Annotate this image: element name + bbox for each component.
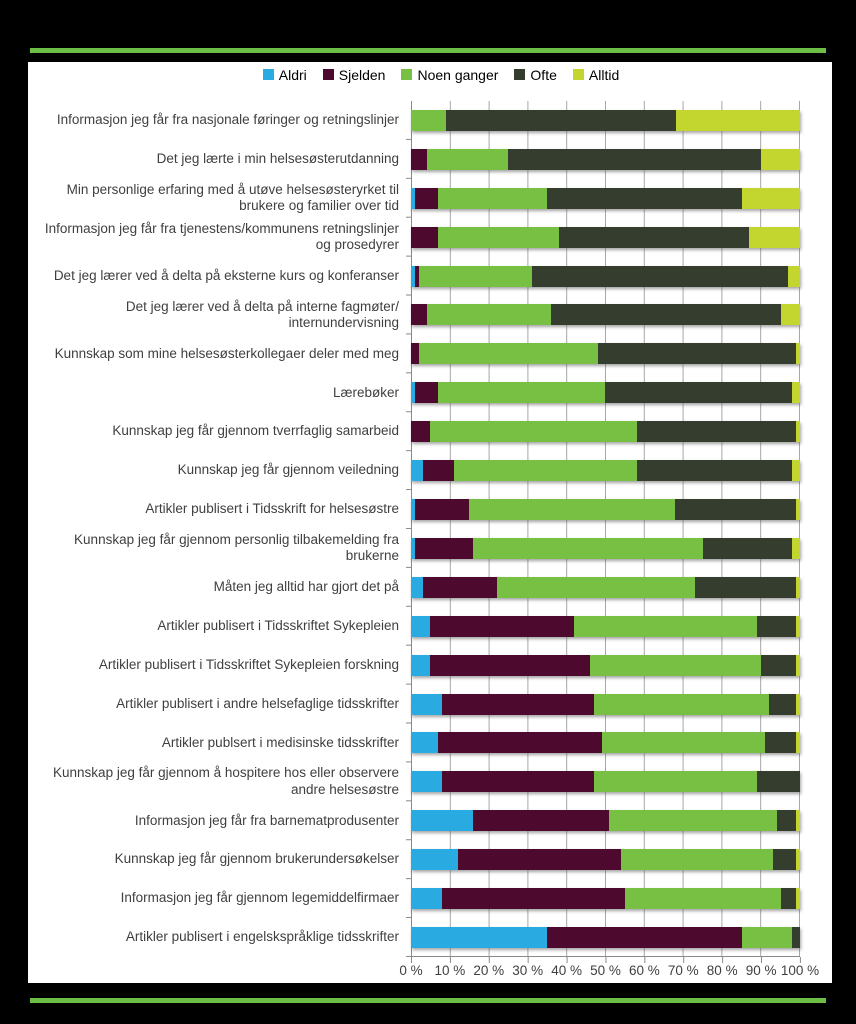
bar-row (411, 879, 800, 918)
bar-row (411, 646, 800, 685)
stacked-bar (411, 849, 800, 870)
bar-segment-alltid (742, 188, 800, 209)
bar-row (411, 218, 800, 257)
category-label: Måten jeg alltid har gjort det på (213, 579, 399, 595)
legend (28, 67, 832, 83)
bar-row (411, 179, 800, 218)
bar-row (411, 296, 800, 335)
stacked-bar (411, 421, 800, 442)
category-label: Kunnskap som mine helsesøsterkollegaer deler med meg (54, 345, 399, 361)
bar-segment-alltid (792, 538, 800, 559)
category-label: Artikler publsert i medisinske tidsskrifter (161, 734, 399, 750)
bar-segment-ofte (637, 460, 793, 481)
x-axis-labels (399, 963, 820, 981)
bar-segment-ofte (559, 227, 750, 248)
bar-segment-sjelden (430, 616, 574, 637)
stacked-bar (411, 382, 800, 403)
bar-segment-noen-ganger (454, 460, 637, 481)
legend-label: Alltid (588, 67, 620, 83)
bar-segment-ofte (757, 616, 796, 637)
bar-segment-ofte (532, 266, 789, 287)
top-accent-rule (30, 48, 826, 53)
x-axis-tick-label: 20 % (473, 963, 505, 978)
bar-segment-noen-ganger (594, 771, 757, 792)
bar-segment-alltid (792, 382, 800, 403)
bar-row (411, 334, 800, 373)
stacked-bar (411, 266, 800, 287)
bar-segment-noen-ganger (430, 421, 636, 442)
bar-segment-alltid (796, 810, 800, 831)
bar-segment-sjelden (411, 421, 430, 442)
category-label: Kunnskap jeg får gjennom veiledning (177, 462, 399, 478)
bar-segment-sjelden (423, 460, 454, 481)
bar-segment-ofte (773, 849, 796, 870)
bar-segment-aldri (411, 655, 430, 676)
bar-segment-noen-ganger (411, 110, 446, 131)
bar-segment-aldri (411, 616, 430, 637)
stacked-bar (411, 343, 800, 364)
bar-row (411, 762, 800, 801)
stacked-bar (411, 927, 800, 948)
bar-segment-alltid (796, 616, 800, 637)
bar-segment-ofte (605, 382, 792, 403)
bar-segment-sjelden (415, 499, 469, 520)
bar-segment-ofte (695, 577, 796, 598)
x-axis-tick-label: 60 % (629, 963, 660, 978)
bar-segment-noen-ganger (742, 927, 793, 948)
legend-swatch-icon (573, 69, 584, 80)
bar-segment-alltid (788, 266, 800, 287)
category-label: Artikler publisert i Tidsskriftet Sykepleien (157, 618, 399, 633)
bar-row (411, 490, 800, 529)
legend-item (401, 67, 498, 83)
x-axis-tick-label: 70 % (667, 963, 699, 978)
x-axis-tick-label: 90 % (745, 963, 777, 978)
category-label: Det jeg lærer ved å delta på interne fagmøter/ internundervisning (125, 298, 399, 330)
stacked-bar (411, 732, 800, 753)
legend-swatch-icon (514, 69, 525, 80)
bar-segment-noen-ganger (602, 732, 765, 753)
bar-segment-noen-ganger (419, 343, 598, 364)
legend-label: Aldri (278, 67, 307, 83)
bar-segment-sjelden (438, 732, 601, 753)
legend-item (573, 67, 619, 83)
stacked-bar (411, 499, 800, 520)
bar-segment-aldri (411, 849, 458, 870)
bar-segment-ofte (551, 304, 781, 325)
x-axis-tick-label: 30 % (512, 963, 544, 978)
category-label: Lærebøker (332, 384, 399, 400)
bar-segment-alltid (792, 460, 800, 481)
bar-segment-ofte (675, 499, 796, 520)
x-axis-tick-label: 80 % (706, 963, 738, 978)
bar-segment-sjelden (423, 577, 497, 598)
bar-row (411, 140, 800, 179)
bar-segment-alltid (796, 888, 800, 909)
bar-row (411, 373, 800, 412)
stacked-bar (411, 616, 800, 637)
category-label: Kunnskap jeg får gjennom tverrfaglig samarbeid (112, 423, 399, 439)
bar-segment-noen-ganger (419, 266, 532, 287)
stacked-bar (411, 538, 800, 559)
stacked-bar (411, 694, 800, 715)
bar-segment-aldri (411, 577, 423, 598)
legend-swatch-icon (401, 69, 412, 80)
bar-row (411, 607, 800, 646)
bar-row (411, 685, 800, 724)
bar-segment-alltid (781, 304, 800, 325)
bar-segment-aldri (411, 810, 473, 831)
bar-segment-noen-ganger (438, 382, 605, 403)
category-label: Informasjon jeg får fra barnematprodusenter (134, 812, 399, 828)
bar-row (411, 918, 800, 957)
bar-row (411, 257, 800, 296)
stacked-bar (411, 810, 800, 831)
bar-row (411, 101, 800, 140)
bar-segment-aldri (411, 694, 442, 715)
x-axis-tick-label: 40 % (551, 963, 582, 978)
legend-item (514, 67, 556, 83)
bar-segment-ofte (757, 771, 800, 792)
bar-segment-sjelden (415, 382, 438, 403)
stacked-bar (411, 655, 800, 676)
bar-segment-alltid (761, 149, 800, 170)
bar-segment-aldri (411, 732, 438, 753)
bar-segment-ofte (446, 110, 676, 131)
legend-label: Ofte (530, 67, 557, 83)
category-label: Artikler publisert i engelskspråklige tidsskrifter (125, 929, 399, 945)
bar-segment-alltid (796, 655, 800, 676)
bar-segment-noen-ganger (574, 616, 757, 637)
stacked-bar (411, 149, 800, 170)
legend-item (323, 67, 386, 83)
legend-label: Sjelden (338, 67, 386, 83)
stacked-bar (411, 188, 800, 209)
stacked-bar (411, 304, 800, 325)
bar-segment-sjelden (411, 304, 427, 325)
bar-segment-ofte (781, 888, 797, 909)
legend-swatch-icon (323, 69, 334, 80)
bottom-accent-rule (30, 998, 826, 1003)
bar-segment-aldri (411, 888, 442, 909)
category-labels-column (28, 101, 405, 957)
bar-segment-noen-ganger (427, 304, 551, 325)
x-axis-tick-label: 100 % (780, 963, 820, 978)
bar-segment-aldri (411, 771, 442, 792)
bar-segment-ofte (637, 421, 796, 442)
plot-area (411, 101, 800, 957)
bar-segment-ofte (792, 927, 800, 948)
bar-segment-ofte (769, 694, 796, 715)
bar-segment-sjelden (547, 927, 742, 948)
bar-segment-aldri (411, 460, 423, 481)
bar-segment-ofte (703, 538, 792, 559)
bar-segment-ofte (777, 810, 796, 831)
bar-segment-sjelden (458, 849, 621, 870)
bar-segment-alltid (796, 499, 800, 520)
category-label: Kunnskap jeg får gjennom personlig tilbakemelding fra brukerne (74, 531, 399, 564)
bar-segment-sjelden (411, 227, 438, 248)
category-label: Kunnskap jeg får gjennom å hospitere hos eller observere andre helsesøstre (53, 765, 399, 797)
bar-segment-alltid (676, 110, 800, 131)
bar-segment-aldri (411, 927, 547, 948)
bar-segment-noen-ganger (427, 149, 509, 170)
bar-segment-ofte (598, 343, 796, 364)
bar-segment-sjelden (411, 343, 419, 364)
bar-segment-alltid (796, 421, 800, 442)
bar-segment-alltid (796, 849, 800, 870)
stacked-bar (411, 888, 800, 909)
category-label: Artikler publisert i andre helsefaglige tidsskrifter (116, 695, 399, 711)
bar-row (411, 801, 800, 840)
stacked-bar (411, 227, 800, 248)
x-axis-tick-label: 0 % (399, 963, 423, 978)
bar-row (411, 568, 800, 607)
bar-segment-noen-ganger (469, 499, 675, 520)
category-label: Informasjon jeg får fra nasjonale føringer og retningslinjer (56, 112, 399, 128)
bar-segment-sjelden (415, 188, 438, 209)
bar-segment-sjelden (442, 771, 594, 792)
bar-segment-noen-ganger (473, 538, 703, 559)
bars-column (411, 101, 800, 957)
category-label: Artikler publisert i Tidsskrift for helsesøstre (145, 501, 399, 517)
stacked-bar (411, 460, 800, 481)
bar-segment-noen-ganger (438, 188, 547, 209)
x-axis-tick-label: 50 % (590, 963, 621, 978)
bar-segment-sjelden (442, 694, 594, 715)
bar-segment-noen-ganger (609, 810, 776, 831)
bar-row (411, 451, 800, 490)
bar-segment-sjelden (442, 888, 625, 909)
category-label: Det jeg lærte i min helsesøsterutdanning (156, 151, 399, 167)
stacked-bar (411, 110, 800, 131)
category-label: Min personlige erfaring med å utøve helsesøsteryrket til brukere og familier over tid (66, 181, 399, 214)
legend-swatch-icon (263, 69, 274, 80)
bar-segment-sjelden (411, 149, 427, 170)
bar-segment-ofte (508, 149, 761, 170)
bar-segment-noen-ganger (621, 849, 773, 870)
category-label: Informasjon jeg får fra tjenestens/kommunens retningslinjer og prosedyrer (44, 220, 399, 253)
chart-panel (28, 62, 832, 983)
bar-row (411, 840, 800, 879)
bar-row (411, 724, 800, 763)
category-label: Artikler publisert i Tidsskriftet Sykepleien forskning (98, 656, 399, 672)
bar-segment-sjelden (415, 538, 473, 559)
bar-segment-ofte (761, 655, 796, 676)
bar-row (411, 412, 800, 451)
bar-segment-alltid (796, 732, 800, 753)
bar-segment-noen-ganger (497, 577, 695, 598)
bar-segment-noen-ganger (438, 227, 559, 248)
legend-item (263, 67, 307, 83)
bar-segment-sjelden (473, 810, 609, 831)
bar-segment-noen-ganger (590, 655, 761, 676)
category-label: Informasjon jeg får gjennom legemiddelfirmaer (120, 890, 399, 906)
legend-label: Noen ganger (417, 67, 499, 83)
bar-segment-sjelden (430, 655, 589, 676)
category-label: Kunnskap jeg får gjennom brukerundersøkelser (114, 851, 399, 867)
bar-segment-alltid (796, 694, 800, 715)
stacked-bar (411, 577, 800, 598)
stacked-bar (411, 771, 800, 792)
bar-segment-noen-ganger (625, 888, 781, 909)
bar-segment-alltid (749, 227, 800, 248)
bar-segment-alltid (796, 343, 800, 364)
bar-segment-noen-ganger (594, 694, 769, 715)
x-axis-tick-label: 10 % (434, 963, 466, 978)
bar-segment-ofte (547, 188, 742, 209)
category-label: Det jeg lærer ved å delta på eksterne kurs og konferanser (53, 267, 399, 283)
bar-segment-ofte (765, 732, 796, 753)
bar-row (411, 529, 800, 568)
bar-segment-alltid (796, 577, 800, 598)
